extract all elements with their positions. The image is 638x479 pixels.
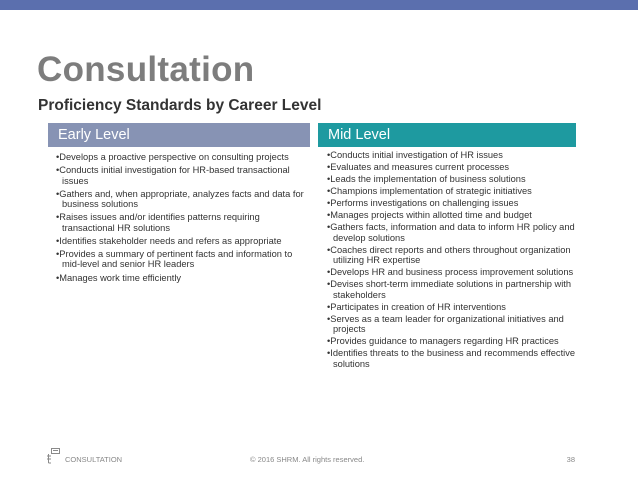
list-item: • Provides a summary of pertinent facts and information to mid-level and senior HR leaders bbox=[56, 249, 304, 270]
early-level-header: Early Level bbox=[48, 123, 310, 147]
list-item: • Develops HR and business process improvement solutions bbox=[327, 267, 577, 278]
early-level-list bbox=[56, 152, 304, 286]
top-accent-bar bbox=[0, 0, 638, 10]
list-item: • Conducts initial investigation for HR-based transactional issues bbox=[56, 165, 304, 186]
list-item: • Performs investigations on challenging issues bbox=[327, 198, 577, 209]
list-item: • Raises issues and/or identifies patterns requiring transactional HR solutions bbox=[56, 212, 304, 233]
list-item: • Gathers facts, information and data to inform HR policy and develop solutions bbox=[327, 222, 577, 243]
list-item: • Provides guidance to managers regarding HR practices bbox=[327, 336, 577, 347]
list-item: • Manages work time efficiently bbox=[56, 273, 304, 284]
list-item: • Serves as a team leader for organizational initiatives and projects bbox=[327, 314, 577, 335]
list-item: • Participates in creation of HR interventions bbox=[327, 302, 577, 313]
list-item: • Leads the implementation of business solutions bbox=[327, 174, 577, 185]
list-item: • Manages projects within allotted time and budget bbox=[327, 210, 577, 221]
network-diagram-icon bbox=[46, 447, 62, 465]
list-item: • Conducts initial investigation of HR issues bbox=[327, 150, 577, 161]
list-item: • Devises short-term immediate solutions in partnership with stakeholders bbox=[327, 279, 577, 300]
list-item: • Evaluates and measures current processes bbox=[327, 162, 577, 173]
footer bbox=[0, 453, 638, 467]
footer-copyright: © 2016 SHRM. All rights reserved. bbox=[250, 455, 365, 464]
list-item: • Develops a proactive perspective on consulting projects bbox=[56, 152, 304, 163]
mid-level-header: Mid Level bbox=[318, 123, 576, 147]
slide-title: Consultation bbox=[37, 50, 255, 89]
list-item: • Identifies stakeholder needs and refers as appropriate bbox=[56, 236, 304, 247]
list-item: • Identifies threats to the business and recommends effective solutions bbox=[327, 348, 577, 369]
list-item: • Gathers and, when appropriate, analyzes facts and data for business solutions bbox=[56, 189, 304, 210]
mid-level-list bbox=[327, 150, 577, 371]
list-item: • Coaches direct reports and others throughout organization utilizing HR expertise bbox=[327, 245, 577, 266]
slide-subtitle: Proficiency Standards by Career Level bbox=[38, 97, 322, 114]
page-number: 38 bbox=[566, 455, 575, 464]
list-item: • Champions implementation of strategic initiatives bbox=[327, 186, 577, 197]
footer-section-label: CONSULTATION bbox=[65, 455, 123, 464]
